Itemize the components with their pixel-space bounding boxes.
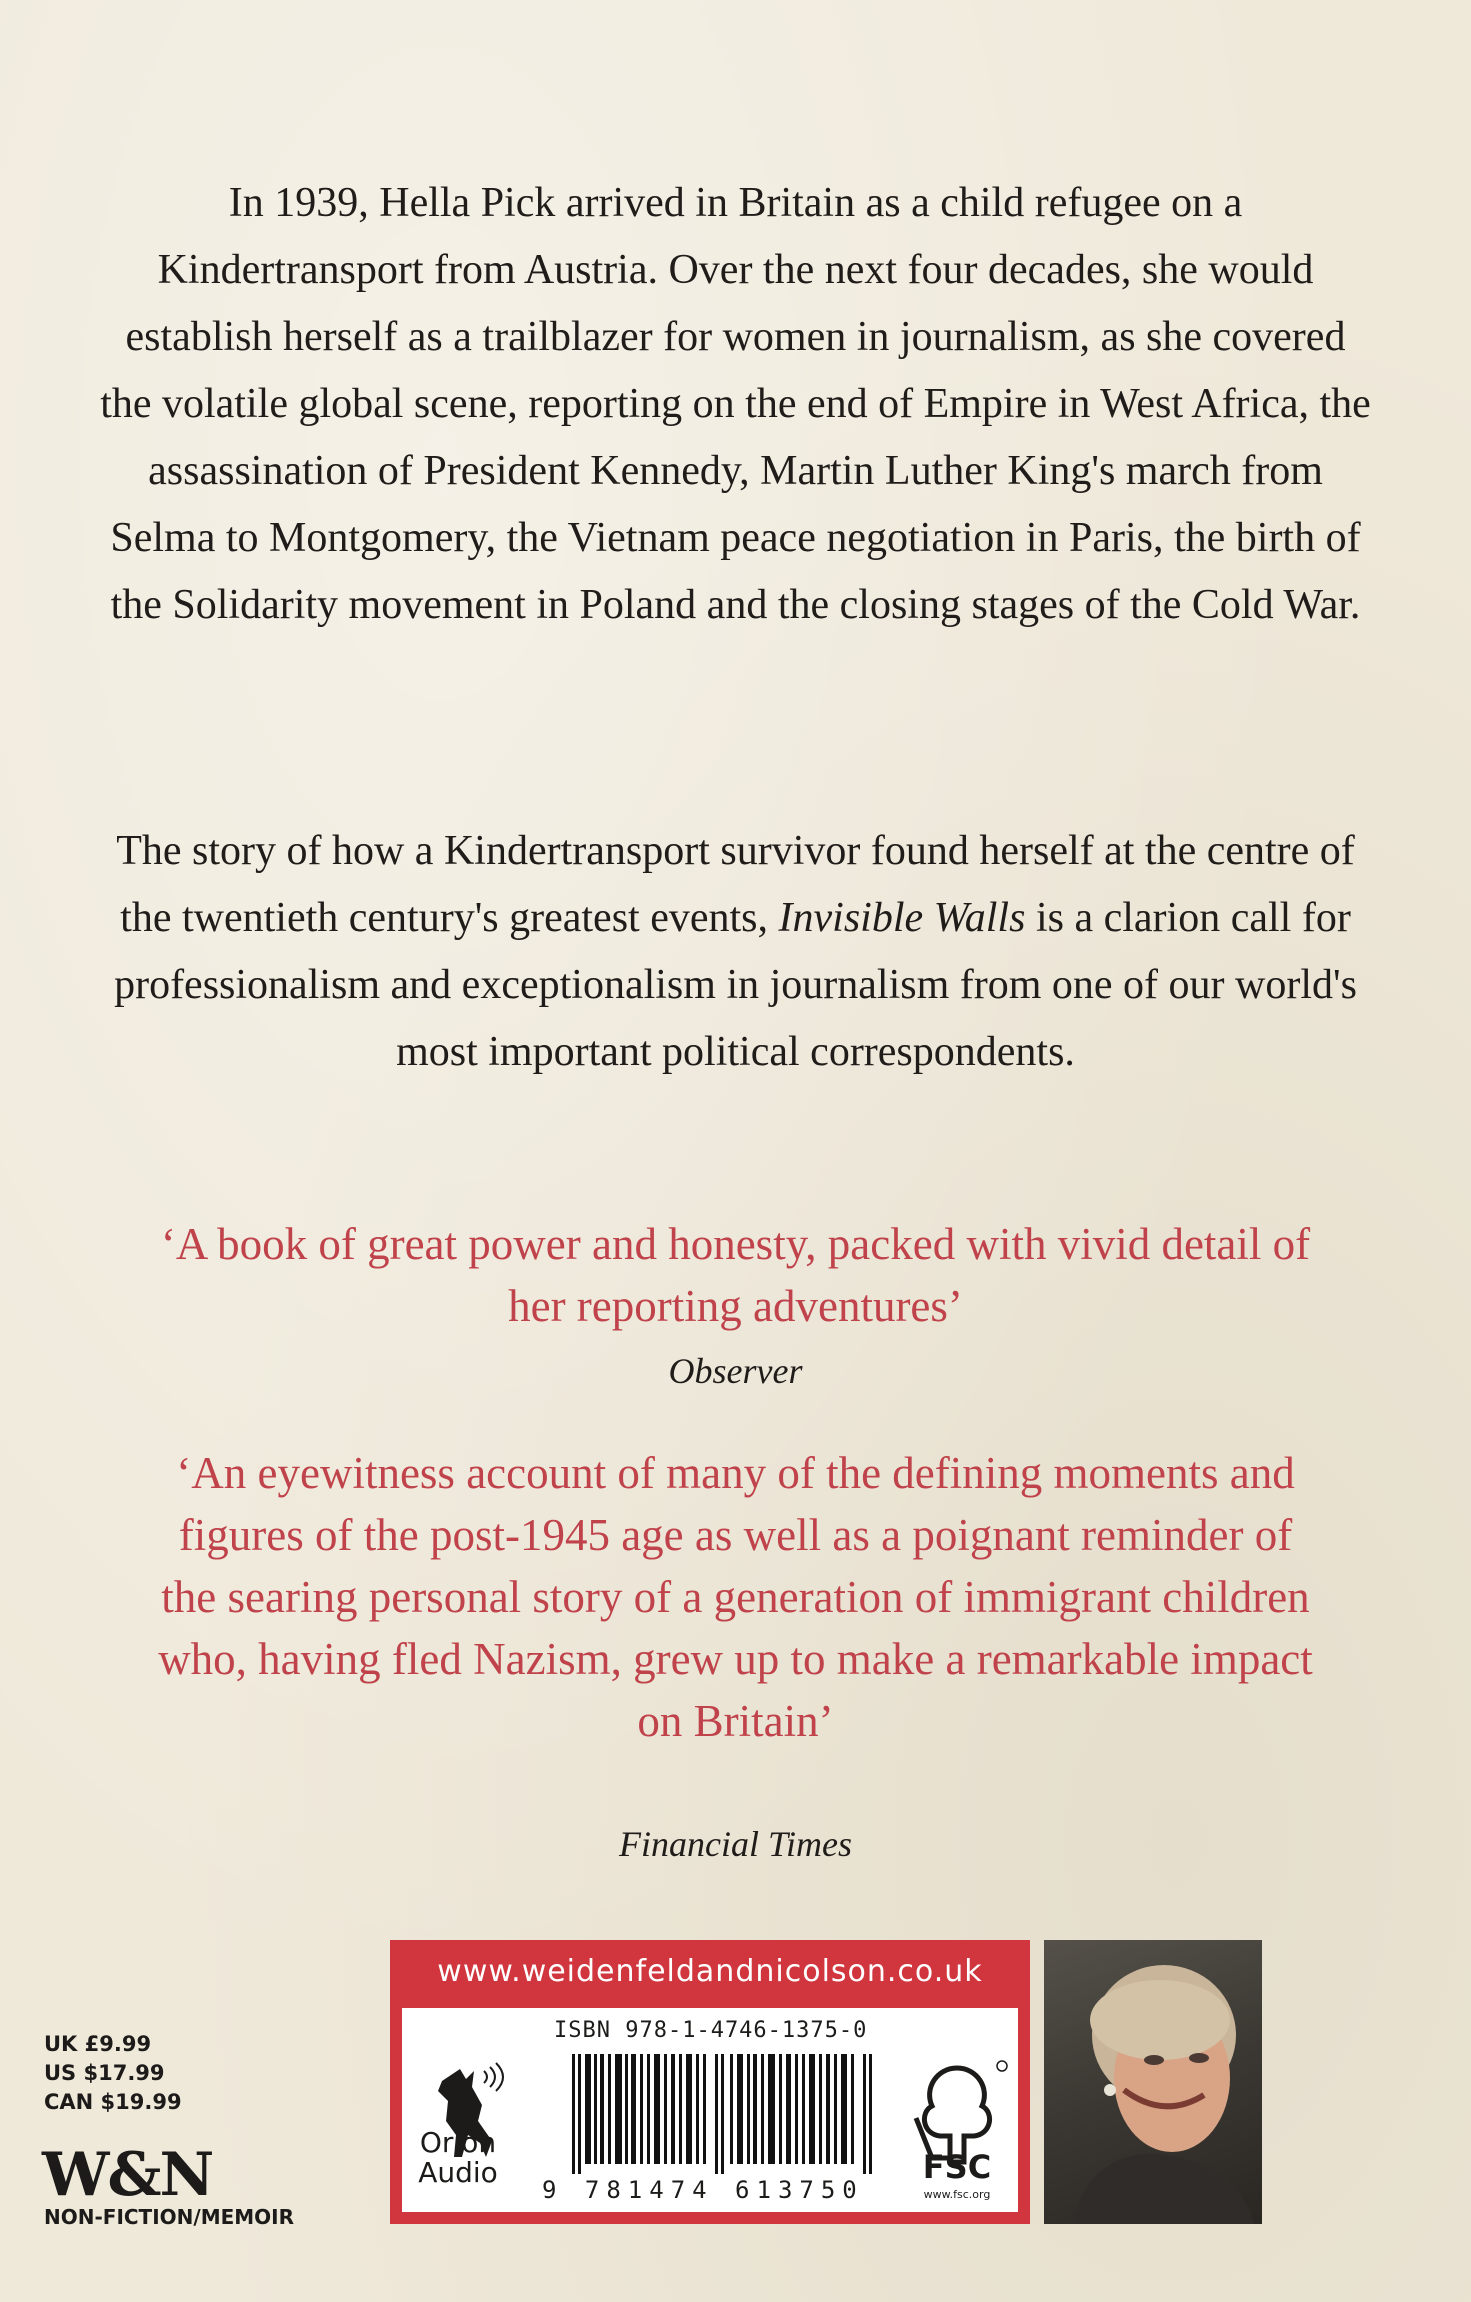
publisher-logo: W&N [42,2140,213,2210]
price-can: CAN $19.99 [44,2090,182,2114]
fsc-label: FSC [922,2148,992,2186]
genre-label: NON-FICTION/MEMOIR [44,2205,294,2229]
barcode-icon [572,2054,872,2174]
barcode-panel [402,2008,1018,2212]
review-source-2: Financial Times [619,1824,852,1864]
price-us: US $17.99 [44,2061,165,2085]
publisher-url: www.weidenfeldandnicolson.co.uk [437,1954,983,1989]
orion-label-line-2: Audio [418,2156,498,2189]
blurb-paragraph-2 [100,818,1371,1086]
barcode-digits: 9 781474 613750 [542,2176,864,2204]
review-quote-1: ‘A book of great power and honesty, packed with vivid detail of her reporting adventures’ [160,1219,1311,1331]
blurb-paragraph-2-lead: The story of how a Kindertransport survivor found herself at the centre of the twentieth century's greatest events, [116,828,1355,941]
price-uk: UK £9.99 [44,2032,152,2056]
review-source-1: Observer [668,1351,803,1391]
isbn-number: ISBN 978-1-4746-1375-0 [554,2018,868,2043]
orion-label-line-1: Orion [419,2126,497,2159]
price-list [44,2030,182,2117]
author-photo [1044,1940,1262,2224]
orion-audio-label [408,2128,508,2188]
fsc-url: www.fsc.org [923,2188,991,2201]
review-quote-2: ‘An eyewitness account of many of the defining moments and figures of the post-1945 age as well as a poignant reminder of the searing personal story of a generation of immigrant children who, having fled Nazism, grew up to make a remarkable impact on Britain’ [158,1448,1313,1746]
book-title: Invisible Walls [778,895,1026,941]
publisher-info-box [390,1940,1030,2224]
blurb-paragraph-1: In 1939, Hella Pick arrived in Britain as a child refugee on a Kindertransport from Austria. Over the next four decades, she would establish herself as a trailblazer for women in journalism, as she covered the volatile global scene, reporting on the end of Empire in West Africa, the assassination of President Kennedy, Martin Luther King's march from Selma to Montgomery, the Vietnam peace negotiation in Paris, the birth of the Solidarity movement in Poland and the closing stages of the Cold War. [100,180,1371,628]
author-portrait-icon [1044,1940,1262,2224]
blurb-paragraph-2-tail: is a clarion call for professionalism and exceptionalism in journalism from one of our world's most important political correspondents. [114,895,1357,1075]
